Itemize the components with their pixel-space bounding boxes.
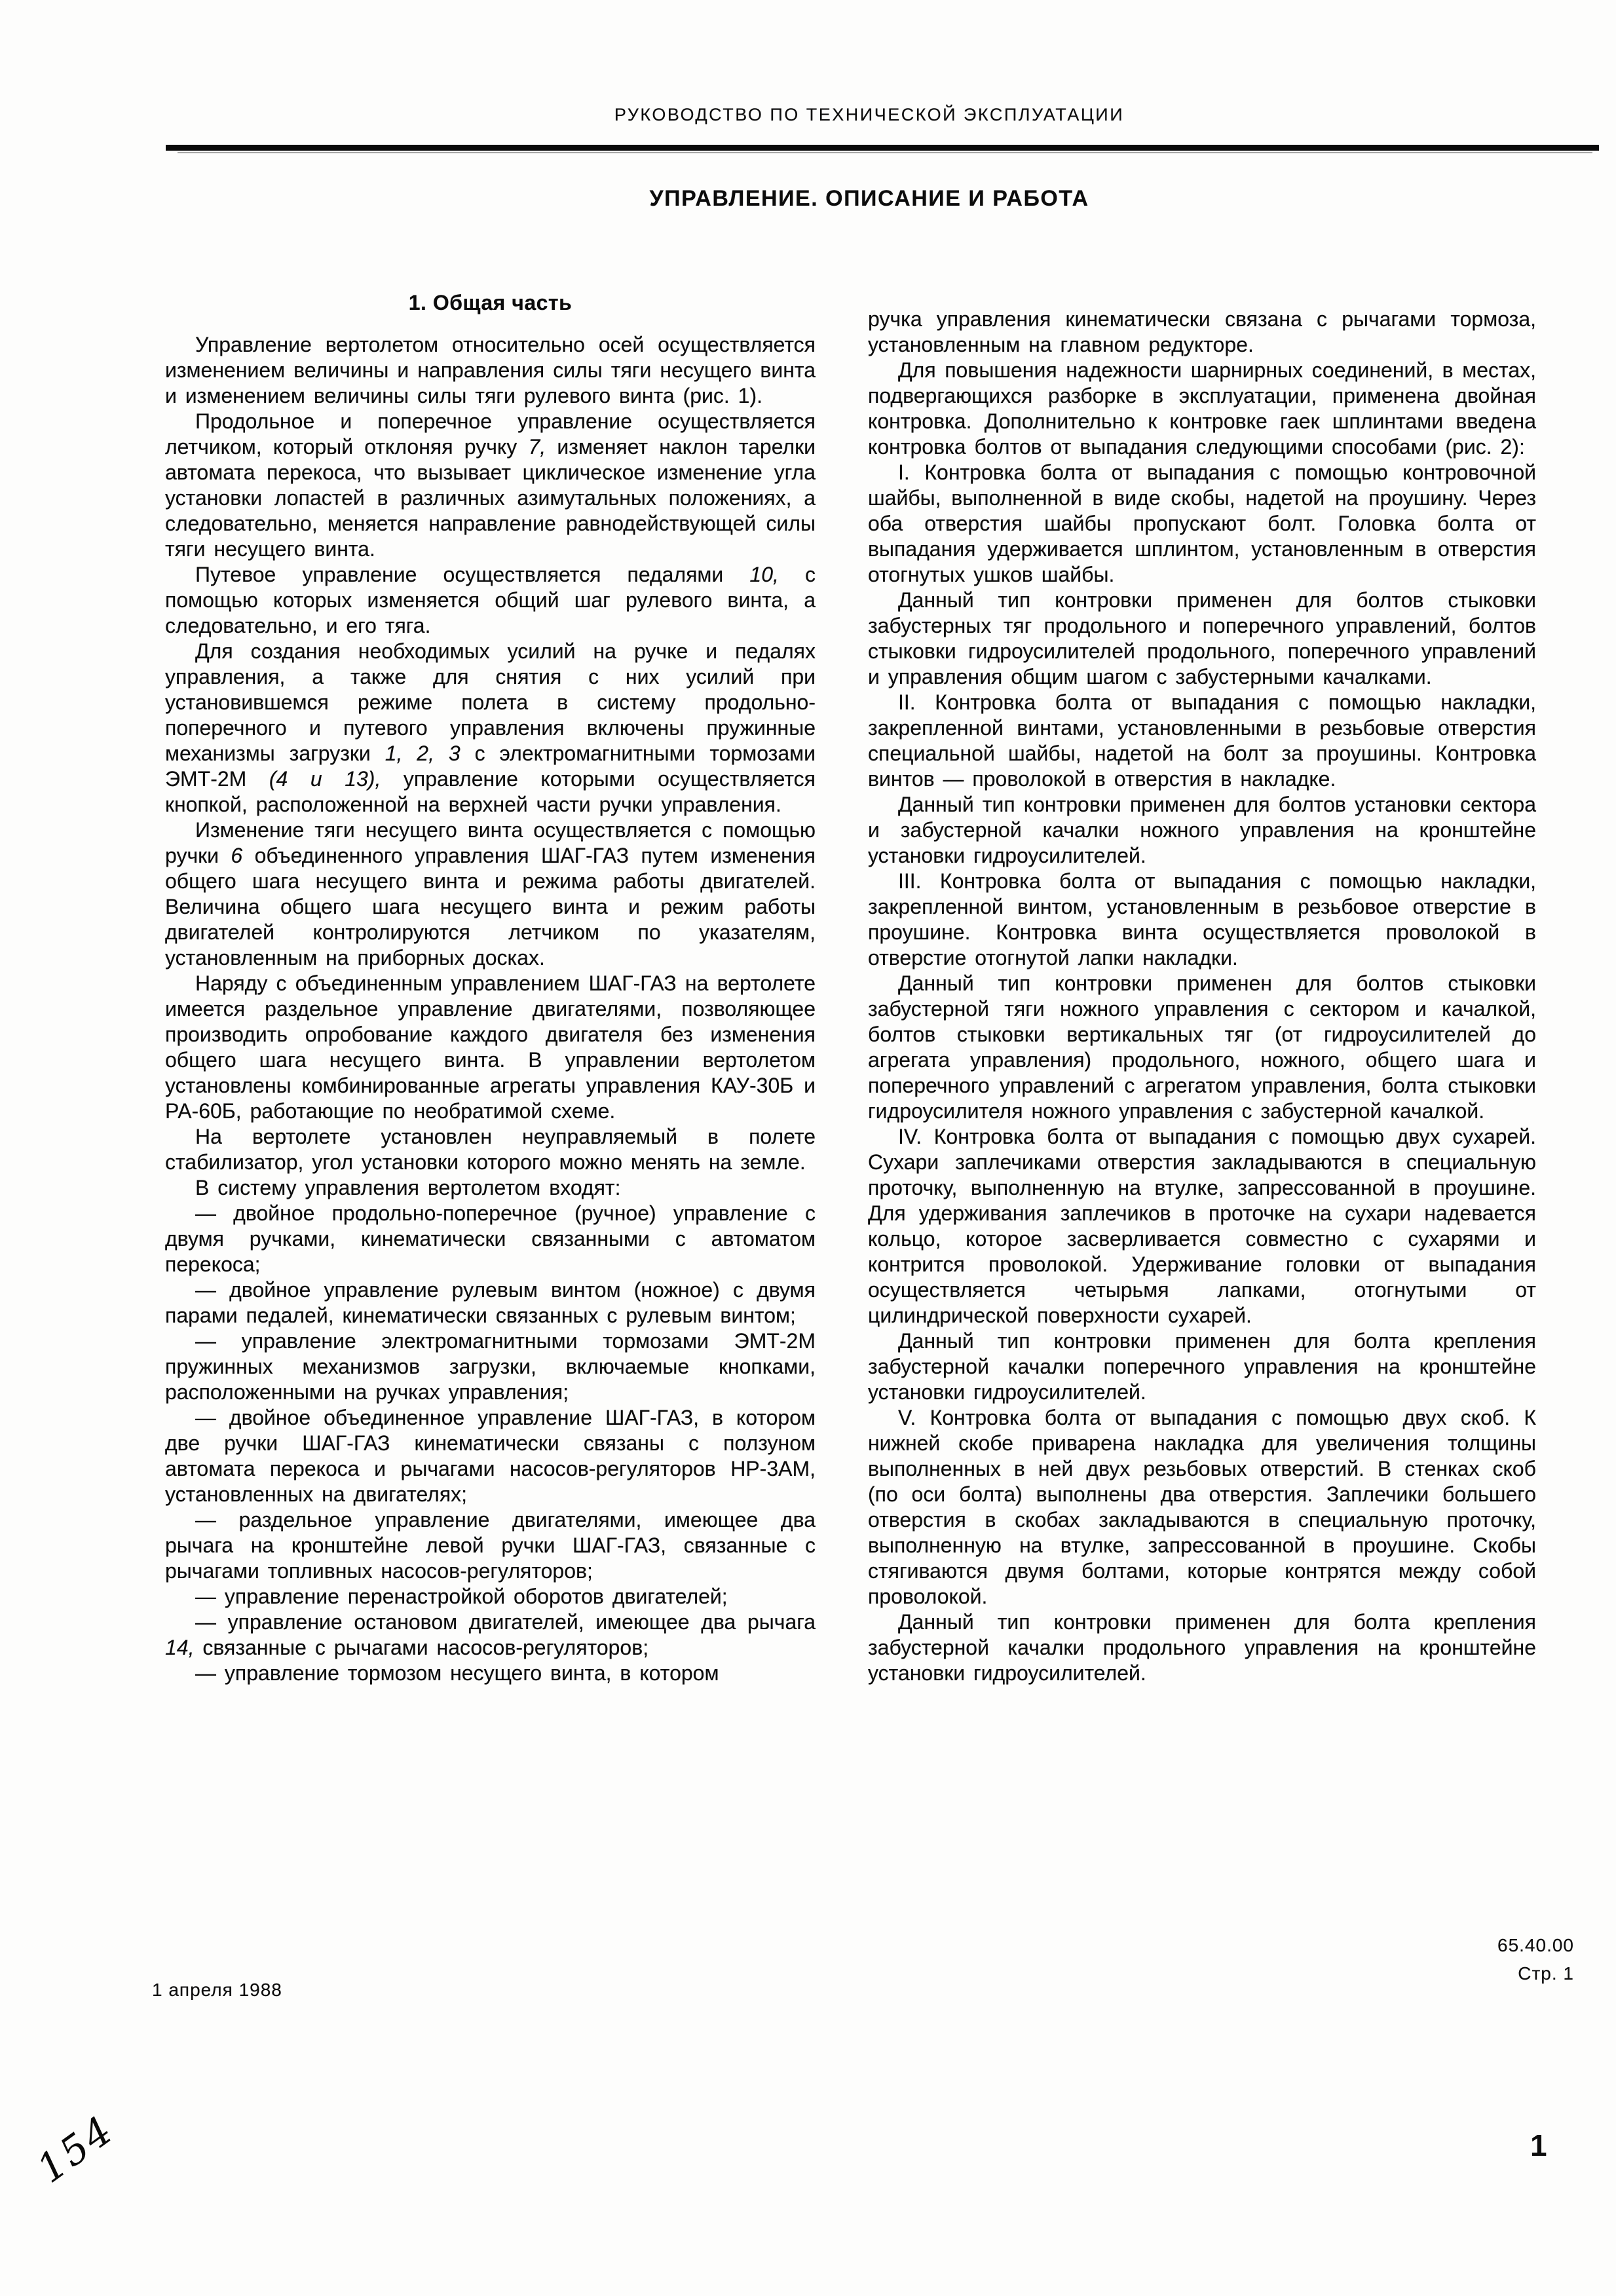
list-item: — двойное управление рулевым винтом (ножное) с двумя парами педалей, кинематически связанных с рулевым винтом; — [165, 1278, 816, 1327]
paragraph: Данный тип контровки применен для болтов стыковки забустерных тяг продольного и поперечного управлений, болтов стыковки гидроусилителей продольного, поперечного управлений и управления общим шагом с забустерными качалками. — [868, 588, 1536, 688]
paragraph: На вертолете установлен неуправляемый в полете стабилизатор, угол установки которого можно менять на земле. — [165, 1125, 816, 1174]
list-item: — управление электромагнитными тормозами ЭМТ-2М пружинных механизмов загрузки, включаемые кнопками, расположенными на ручках управления; — [165, 1329, 816, 1404]
paragraph: I. Контровка болта от выпадания с помощью контровочной шайбы, выполненной в виде скобы, надетой на проушину. Через оба отверстия шайбы пропускают болт. Головка болта от выпадания удерживается шплинтом, установленным в отверстия отогнутых ушков шайбы. — [868, 461, 1536, 586]
handwritten-page-number: 154 — [29, 2106, 123, 2192]
list-item: — двойное продольно-поперечное (ручное) управление с двумя ручками, кинематически связанными с автоматом перекоса; — [165, 1201, 816, 1276]
page-title: УПРАВЛЕНИЕ. ОПИСАНИЕ И РАБОТА — [649, 186, 1089, 211]
paragraph: IV. Контровка болта от выпадания с помощью двух сухарей. Сухари заплечиками отверстия закладываются в специальную проточку, выполненную на втулке, запрессованной в проушине. Для удерживания заплечиков в проточке на сухари надевается кольцо, которое засверливается совместно с сухарями и контрится проволокой. Удерживание головки от выпадания осуществляется четырьмя лапками, отогнутыми от цилиндрической поверхности сухарей. — [868, 1125, 1536, 1327]
footer-reference — [1497, 1931, 1574, 1987]
section-heading: 1. Общая часть — [408, 291, 573, 314]
paragraph: Изменение тяги несущего винта осуществляется с помощью ручки 6 объединенного управления ШАГ-ГАЗ путем изменения общего шага несущего винта и режима работы двигателей. Величина общего шага несущего винта и режим работы двигателей контролируются летчиком по указателям, установленным на приборных досках. — [165, 818, 816, 969]
paragraph: Данный тип контровки применен для болтов стыковки забустерной тяги ножного управления с сектором и качалкой, болтов стыковки вертикальных тяг (от гидроусилителей до агрегата управления) продольного, ножного, общего шага и поперечного управлений с агрегатом управления, болта стыковки гидроусилителя ножного управления с забустерной качалкой. — [868, 971, 1536, 1123]
list-item: — управление перенастройкой оборотов двигателей; — [195, 1585, 728, 1608]
page-header: РУКОВОДСТВО ПО ТЕХНИЧЕСКОЙ ЭКСПЛУАТАЦИИ — [614, 105, 1125, 124]
paragraph: Данный тип контровки применен для болта крепления забустерной качалки продольного управления на кронштейне установки гидроусилителей. — [868, 1610, 1536, 1685]
list-item: — управление остановом двигателей, имеющее два рычага 14, связанные с рычагами насосов-регуляторов; — [165, 1610, 816, 1659]
paragraph: Данный тип контровки применен для болта крепления забустерной качалки поперечного управления на кронштейне установки гидроусилителей. — [868, 1329, 1536, 1404]
paragraph: II. Контровка болта от выпадания с помощью накладки, закрепленной винтами, установленными в резьбовые отверстия специальной шайбы, надетой на болт за проушины. Контровка винтов — проволокой в отверстия в накладке. — [868, 690, 1536, 791]
paragraph: В систему управления вертолетом входят: — [195, 1176, 621, 1199]
paragraph: Продольное и поперечное управление осуществляется летчиком, который отклоняя ручку 7, изменяет наклон тарелки автомата перекоса, что вызывает циклическое изменение угла установки лопастей в различных азимутальных положениях, а следовательно, меняется направление равнодействующей силы тяги несущего винта. — [165, 409, 816, 561]
page-number-label: Стр. 1 — [1518, 1963, 1574, 1984]
paragraph: ручка управления кинематически связана с рычагами тормоза, установленным на главном редукторе. — [868, 307, 1536, 356]
paragraph: III. Контровка болта от выпадания с помощью накладки, закрепленной винтом, установленным в резьбовое отверстие в проушине. Контровка винта осуществляется проволокой в отверстие отогнутой лапки накладки. — [868, 869, 1536, 969]
paragraph: Путевое управление осуществляется педалями 10, с помощью которых изменяется общий шаг рулевого винта, а следовательно, и его тяга. — [165, 563, 816, 637]
paragraph: Наряду с объединенным управлением ШАГ-ГАЗ на вертолете имеется раздельное управление двигателями, позволяющее производить опробование каждого двигателя без изменения общего шага несущего винта. В управлении вертолетом установлены комбинированные агрегаты управления КАУ-30Б и РА-60Б, работающие по необратимой схеме. — [165, 971, 816, 1123]
list-item: — управление тормозом несущего винта, в котором — [195, 1661, 719, 1685]
footer-date: 1 апреля 1988 — [152, 1980, 282, 2000]
list-item: — двойное объединенное управление ШАГ-ГАЗ, в котором две ручки ШАГ-ГАЗ кинематически связаны с ползуном автомата перекоса и рычагами насосов-регуляторов НР-3АМ, установленных на двигателях; — [165, 1406, 816, 1506]
doc-number: 65.40.00 — [1497, 1935, 1574, 1955]
paragraph: Для создания необходимых усилий на ручке и педалях управления, а также для снятия с них усилий при установившемся режиме полета в систему продольно-поперечного и путевого управления включены пружинные механизмы загрузки 1, 2, 3 с электромагнитными тормозами ЭМТ-2М (4 и 13), управление которыми осуществляется кнопкой, расположенной на верхней части ручки управления. — [165, 639, 816, 816]
paragraph: Для повышения надежности шарнирных соединений, в местах, подвергающихся разборке в эксплуатации, применена двойная контровка. Дополнительно к контровке гаек шплинтами введена контровка болтов от выпадания следующими способами (рис. 2): — [868, 358, 1536, 459]
right-column — [868, 307, 1536, 1686]
list-item: — раздельное управление двигателями, имеющее два рычага на кронштейне левой ручки ШАГ-ГАЗ, связанные с рычагами топливных насосов-регуляторов; — [165, 1508, 816, 1583]
paragraph: Управление вертолетом относительно осей осуществляется изменением величины и направления силы тяги несущего винта и изменением величины силы тяги рулевого винта (рис. 1). — [165, 333, 816, 407]
paragraph: V. Контровка болта от выпадания с помощью двух скоб. К нижней скобе приварена накладка для увеличения толщины выполненных в ней двух резьбовых отверстий. В стенках скоб (по оси болта) выполнены два отверстия. Заплечики большего отверстия в скобах закладываются в специальную проточку, выполненную на втулке, запрессованной в проушине. Скобы стягиваются двумя болтами, которые контрятся между собой проволокой. — [868, 1406, 1536, 1608]
header-rule — [166, 145, 1599, 151]
margin-mark: 1 — [1530, 2128, 1547, 2162]
left-column — [165, 291, 816, 1686]
paragraph: Данный тип контровки применен для болтов установки сектора и забустерной качалки ножного управления на кронштейне установки гидроусилителей. — [868, 793, 1536, 867]
